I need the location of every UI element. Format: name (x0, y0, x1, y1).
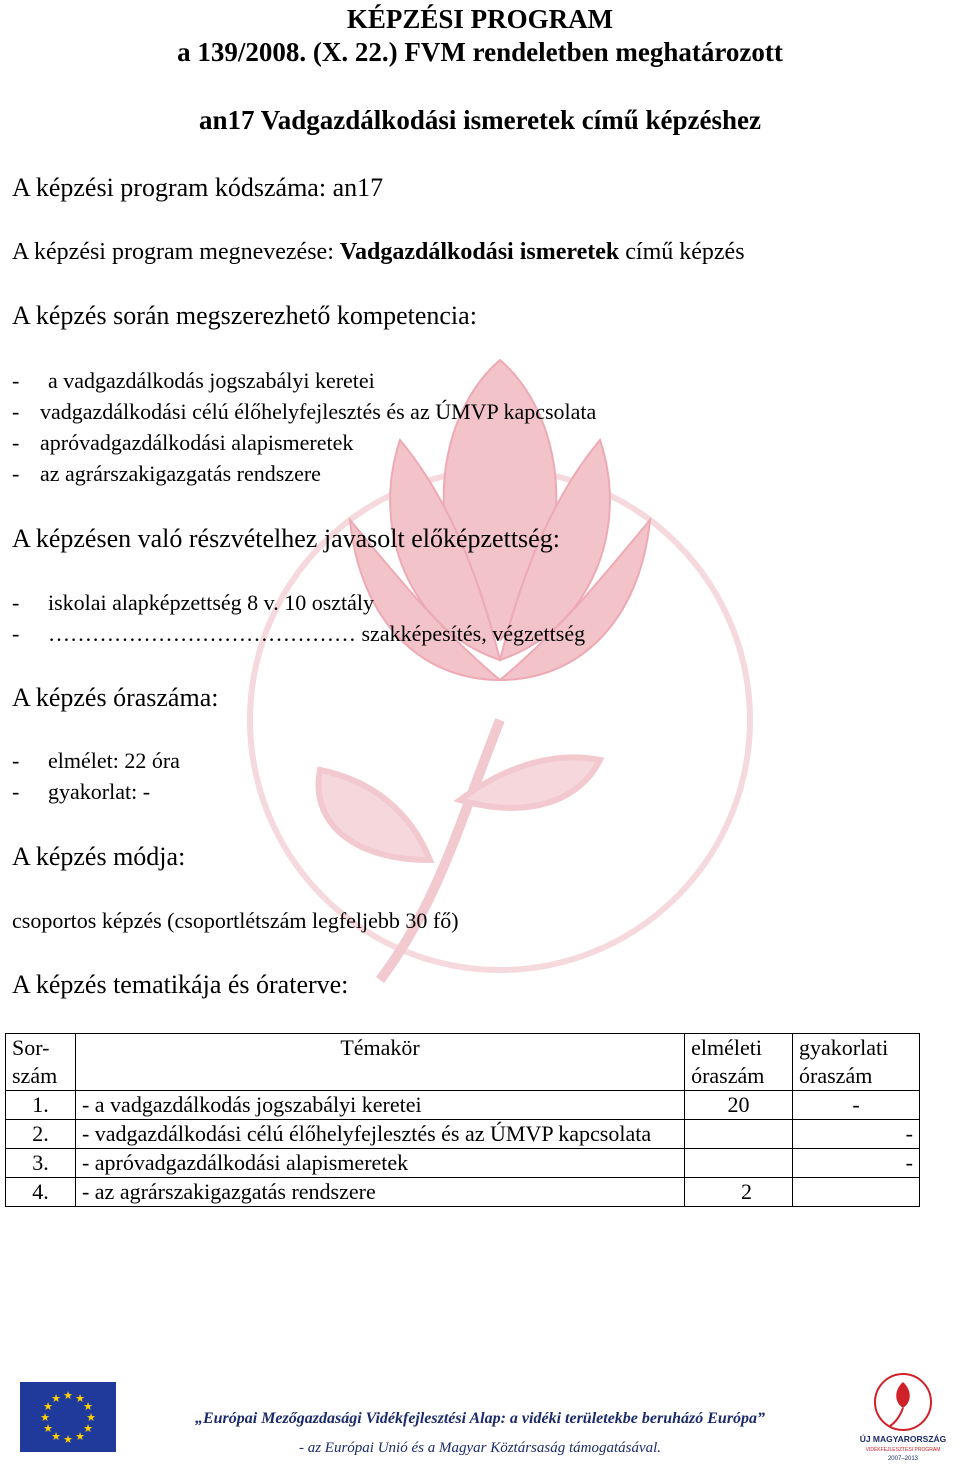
footer-support: - az Európai Unió és a Magyar Köztársaság támogatásával. (298, 1440, 662, 1456)
table-row: 3. - apróvadgazdálkodási alapismeretek - (6, 1149, 920, 1178)
document-title: KÉPZÉSI PROGRAM (346, 4, 614, 34)
competence-item: - az agrárszakigazgatás rendszere (12, 461, 321, 486)
column-header-number: Sor- szám (6, 1034, 76, 1091)
svg-text:★: ★ (75, 1392, 85, 1405)
svg-text:★: ★ (51, 1392, 61, 1405)
svg-text:ÚJ MAGYARORSZÁG: ÚJ MAGYARORSZÁG (860, 1434, 946, 1444)
svg-text:★: ★ (86, 1411, 96, 1424)
curriculum-table (5, 1033, 920, 1207)
competence-heading: A képzés során megszerezhető kompetencia: (12, 301, 477, 330)
competence-item: - apróvadgazdálkodási alapismeretek (12, 430, 354, 455)
svg-text:VIDÉKFEJLESZTÉSI PROGRAM: VIDÉKFEJLESZTÉSI PROGRAM (865, 1447, 941, 1453)
curriculum-heading: A képzés tematikája és óraterve: (12, 970, 349, 999)
prerequisite-item: - iskolai alapképzettség 8 v. 10 osztály (12, 590, 375, 615)
table-row: 4. - az agrárszakigazgatás rendszere 2 (6, 1178, 920, 1207)
program-name-label: A képzési program megnevezése: (12, 239, 340, 265)
hours-heading: A képzés óraszáma: (12, 683, 219, 712)
svg-text:★: ★ (83, 1400, 93, 1413)
competence-item: - vadgazdálkodási célú élőhelyfejlesztés és az ÚMVP kapcsolata (12, 399, 597, 424)
svg-text:★: ★ (43, 1400, 53, 1413)
program-name-value: Vadgazdálkodási ismeretek (339, 239, 620, 265)
svg-text:★: ★ (75, 1430, 85, 1443)
table-row: 2. - vadgazdálkodási célú élőhelyfejlesztés és az ÚMVP kapcsolata - (6, 1120, 920, 1149)
svg-text:★: ★ (63, 1433, 73, 1446)
svg-text:★: ★ (40, 1411, 50, 1424)
prerequisite-heading: A képzésen való részvételhez javasolt előképzettség: (12, 524, 560, 553)
program-name-suffix: című képzés (619, 239, 745, 265)
program-code-label: A képzési program kódszáma: (12, 173, 327, 202)
prerequisite-item: - …………………………………… szakképesítés, végzettség (12, 621, 586, 646)
column-header-topic: Témakör (75, 1034, 684, 1091)
program-name-line (12, 237, 745, 267)
new-hungary-logo-icon (860, 1370, 946, 1466)
footer-slogan: „Európai Mezőgazdasági Vidékfejlesztési Alap: a vidéki területekbe beruházó Európa” (194, 1410, 766, 1427)
footer (0, 1370, 960, 1468)
hours-item: - gyakorlat: - (12, 779, 151, 804)
table-row: 1. - a vadgazdálkodás jogszabályi keretei 20 - (6, 1091, 920, 1120)
course-title: an17 Vadgazdálkodási ismeretek című képzéshez (198, 105, 762, 135)
program-code-value: an17 (326, 173, 384, 202)
svg-text:2007–2013: 2007–2013 (887, 1456, 919, 1462)
column-header-theory: elméleti óraszám (685, 1034, 793, 1091)
mode-heading: A képzés módja: (12, 842, 186, 871)
svg-text:★: ★ (83, 1422, 93, 1435)
mode-text: csoportos képzés (csoportlétszám legfeljebb 30 fő) (12, 908, 459, 933)
svg-text:★: ★ (51, 1430, 61, 1443)
column-header-practice: gyakorlati óraszám (793, 1034, 920, 1091)
table-header-row (6, 1034, 920, 1091)
competence-item: - a vadgazdálkodás jogszabályi keretei (12, 368, 375, 393)
document-subtitle: a 139/2008. (X. 22.) FVM rendeletben meghatározott (177, 37, 783, 67)
hours-item: - elmélet: 22 óra (12, 748, 180, 773)
svg-text:★: ★ (63, 1389, 73, 1402)
program-code-line (12, 173, 383, 203)
svg-text:★: ★ (43, 1422, 53, 1435)
